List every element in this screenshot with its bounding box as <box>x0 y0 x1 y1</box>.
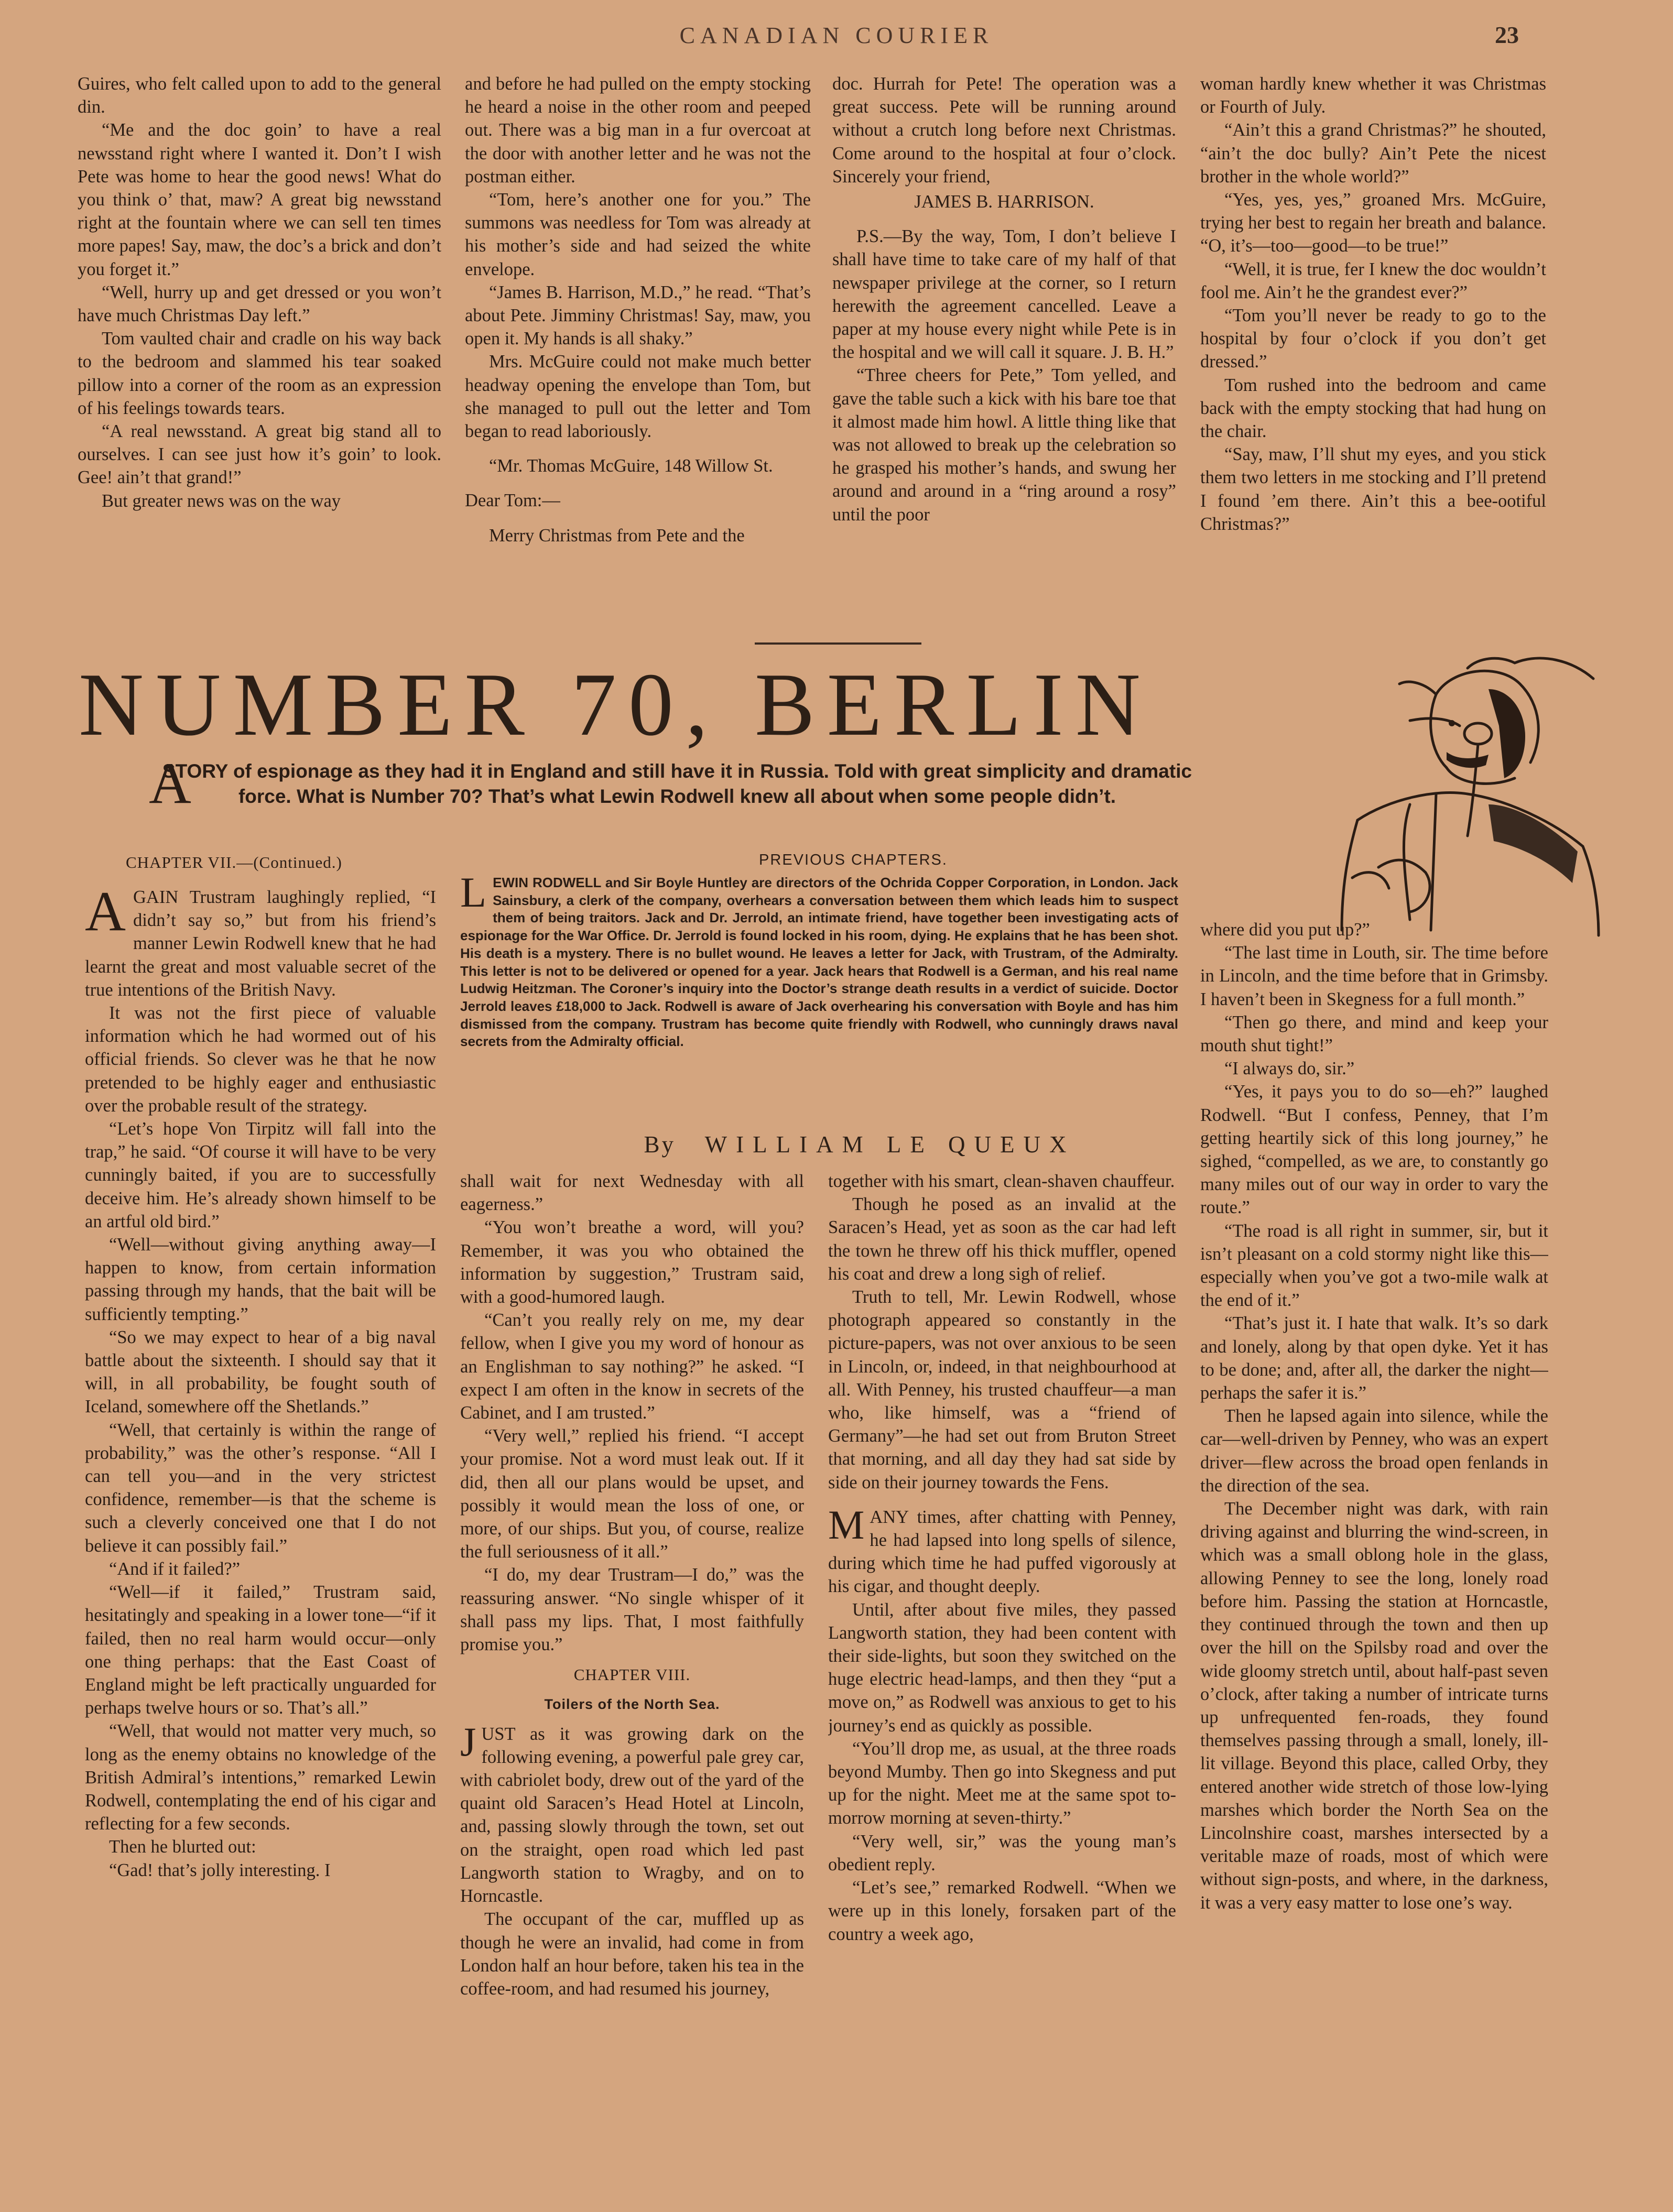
dropcap: M <box>828 1501 865 1548</box>
paragraph: But greater news was on the way <box>102 491 341 511</box>
paragraph: “So we may expect to hear of a big naval battle about the sixteenth. I should say that it will, in all probability, be fought south of Iceland, somewhere off the Shetlands.” <box>85 1327 436 1417</box>
paragraph: “Well—if it failed,” Trustram said, hesitatingly and speaking in a lower tone—“if it failed, then no real harm would occur—only one thing perhaps: that the East Coast of England might be left practically unguarded for perhaps twelve hours or so. That’s all.” <box>85 1582 436 1718</box>
paragraph: “Well, that would not matter very much, so long as the enemy obtains no knowledge of the British Admiral’s intentions,” remarked Lewin Rodwell, contemplating the end of his cigar and reflecting for a few seconds. <box>85 1721 436 1834</box>
paragraph: “Yes, it pays you to do so—eh?” laughed Rodwell. “But I confess, Penney, that I’m getting heartily sick of this long journey,” he sighed, “compelled, as we are, to constantly go many miles out of our way in order to vary the route.” <box>1200 1082 1548 1218</box>
paragraph: “Tom, here’s another one for you.” The summons was needless for Tom was already at his mother’s side and had seized the white envelope. <box>465 190 811 279</box>
standfirst-text: STORY of espionage as they had it in England and still have it in Russia. Told with great simplicity and dramatic force. What is Number 70? That’s what Lewin Rodwell knew all about when some people didn’t. <box>162 760 1192 807</box>
paragraph: “I always do, sir.” <box>1224 1059 1355 1079</box>
paragraph: “Well, hurry up and get dressed or you won’t have much Christmas Day left.” <box>78 282 441 326</box>
synopsis-text: EWIN RODWELL and Sir Boyle Huntley are directors of the Ochrida Copper Corporation, in London. Jack Sainsbury, a clerk of the company, overhears a conversation between them which leads him to suspect them of being traitors. Jack and Dr. Jerrold, an intimate friend, have together been investigating acts of espionage for the War Office. Dr. Jerrold is found locked in his room, dying. He explains that he has been shot. His death is a mystery. There is no bullet wound. He leaves a letter for Jack, with Trustram, of the Admiralty. This letter is not to be delivered or opened for a year. Jack hears that Rodwell is a German, and his real name Ludwig Heitzman. The Coroner’s inquiry into the Doctor’s strange death results in a verdict of suicide. Doctor Jerrold leaves £18,000 to Jack. Rodwell is aware of Jack overhearing his conversation with Boyle and has him dismissed from the company. Trustram has become quite friendly with Rodwell, who cunningly draws naval secrets from the Admiralty official. <box>460 875 1178 1050</box>
paragraph: Guires, who felt called upon to add to the general din. <box>78 74 441 117</box>
paragraph: It was not the first piece of valuable information which he had wormed out of his official friends. So clever was he that he now pretended to be highly eager and enthusiastic over the probable result of the strategy. <box>85 1003 436 1116</box>
paragraph: where did you put up?” <box>1200 920 1370 940</box>
paragraph: “Very well, sir,” was the young man’s obedient reply. <box>828 1831 1176 1875</box>
paragraph: “Yes, yes, yes,” groaned Mrs. McGuire, trying her best to regain her breath and balance. “O, it’s—too—good—to be true!” <box>1200 190 1546 256</box>
paragraph: “Me and the doc goin’ to have a real newsstand right where I wanted it. Don’t I wish Pete was home to hear the good news! What do you think o’ that, maw? A great big newsstand right at the fountain where we can sell ten times more papes! Say, maw, the doc’s a brick and don’t you forget it.” <box>78 120 441 279</box>
paragraph: “Well—without giving anything away—I happen to know, from certain information passing through my hands, that the bait will be sufficiently tempting.” <box>85 1235 436 1324</box>
paragraph: The occupant of the car, muffled up as though he were an invalid, had come in from London half an hour before, taken his tea in the coffee-room, and had resumed his journey, <box>460 1909 804 1999</box>
letter-salutation: Dear Tom:— <box>465 491 560 511</box>
letter-address: “Mr. Thomas McGuire, 148 Willow St. <box>489 456 773 476</box>
paragraph: “You won’t breathe a word, will you? Remember, it was you who obtained the information by suggestion,” Trustram said, with a good-humored laugh. <box>460 1217 804 1307</box>
section-divider <box>755 642 921 645</box>
paragraph: Truth to tell, Mr. Lewin Rodwell, whose photograph appeared so constantly in the picture-papers, was not over anxious to be seen in Lincoln, or, indeed, in that neighbourhood at all. With Penney, his trusted chauffeur—a man who, like himself, was a “friend of Germany”—he had set out from Bruton Street that morning, and all day they had sat side by side on their journey towards the Fens. <box>828 1287 1176 1492</box>
paragraph: “Can’t you really rely on me, my dear fellow, when I give you my word of honour as an Englishman to say nothing?” he asked. “I expect I am often in the know in secrets of the Cabinet, and I am trusted.” <box>460 1310 804 1423</box>
paragraph: “Let’s see,” remarked Rodwell. “When we were up in this lonely, forsaken part of the country a week ago, <box>828 1878 1176 1944</box>
standfirst <box>149 751 1196 816</box>
paragraph: “A real newsstand. A great big stand all to ourselves. I can see just how it’s goin’ to look. Gee! ain’t that grand!” <box>78 421 441 488</box>
paragraph: Until, after about five miles, they passed Langworth station, they had been content with their side-lights, but soon they switched on the huge electric head-lamps, and then they “put a move on,” as Rodwell was anxious to get to his journey’s end as quickly as possible. <box>828 1599 1176 1736</box>
letter-signature: JAMES B. HARRISON. <box>914 192 1094 212</box>
top-column-2 <box>465 72 811 628</box>
previous-chapters-synopsis <box>460 868 1178 1051</box>
paragraph: “Well, it is true, fer I knew the doc wouldn’t fool me. Ain’t he the grandest ever?” <box>1200 259 1546 302</box>
dropcap: A <box>85 886 126 943</box>
paragraph: Merry Christmas from Pete and the <box>489 525 745 546</box>
paragraph: “Tom you’ll never be ready to go to the hospital by four o’clock if you don’t get dressed.” <box>1200 306 1546 372</box>
paragraph: Mrs. McGuire could not make much better headway opening the envelope than Tom, but she managed to pull out the letter and Tom began to read laboriously. <box>465 352 811 442</box>
paragraph: “You’ll drop me, as usual, at the three roads beyond Mumby. Then go into Skegness and put up for the night. Meet me at the same spot to-morrow morning at seven-thirty.” <box>828 1738 1176 1828</box>
paragraph: “Say, maw, I’ll shut my eyes, and you stick them two letters in me stocking and I’ll pretend I found ’em there. Ain’t this a bee-ootiful Christmas?” <box>1200 444 1546 534</box>
byline-by: By <box>644 1131 676 1158</box>
paragraph: Tom rushed into the bedroom and came back with the empty stocking that had hung on the chair. <box>1200 375 1546 442</box>
paragraph: Though he posed as an invalid at the Saracen’s Head, yet as soon as the car had left the town he threw off his thick muffler, opened his coat and drew a long sigh of relief. <box>828 1194 1176 1284</box>
paragraph: Then he lapsed again into silence, while the car—well-driven by Penney, who was an expert driver—flew across the broad open fenlands in the direction of the sea. <box>1200 1406 1548 1496</box>
paragraph: P.S.—By the way, Tom, I don’t believe I shall have time to take care of my half of that newspaper privilege at the corner, so I return herewith the agreement cancelled. Leave a paper at my house every night while Pete is in the hospital and we will call it square. J. B. H.” <box>832 226 1176 363</box>
running-head: CANADIAN COURIER <box>679 23 994 48</box>
paragraph: and before he had pulled on the empty stocking he heard a noise in the other room and peeped out. There was a big man in a fur overcoat at the door with another letter and he was not the postman either. <box>465 74 811 187</box>
story-column-3 <box>828 1170 1176 2186</box>
byline <box>545 1131 1174 1158</box>
paragraph: MANY times, after chatting with Penney, he had lapsed into long spells of silence, during which time he had puffed vigorously at his cigar, and thought deeply. <box>828 1501 1176 1597</box>
paragraph: doc. Hurrah for Pete! The operation was a great success. Pete will be running around without a crutch long before next Christmas. Come around to the hospital at four o’clock. Sincerely your friend, <box>832 74 1176 187</box>
paragraph: “I do, my dear Trustram—I do,” was the reassuring answer. “No single whisper of it shall pass my lips. That, I most faithfully promise you.” <box>460 1565 804 1655</box>
paragraph: “James B. Harrison, M.D.,” he read. “That’s about Pete. Jimminy Christmas! Say, maw, you open it. My hands is all shaky.” <box>465 282 811 349</box>
story-column-2 <box>460 1170 804 2186</box>
synopsis-dropcap: L <box>460 868 487 916</box>
paragraph: “The road is all right in summer, sir, but it isn’t pleasant on a cold stormy night like this—especially when you’ve got a two-mile walk at the end of it.” <box>1200 1221 1548 1311</box>
paragraph: JUST as it was growing dark on the following evening, a powerful pale grey car, with cabriolet body, drew out of the yard of the quaint old Saracen’s Head Hotel at Lincoln, and, passing slowly through the town, set out on the straight, open road which led past Langworth station to Wragby, and on to Horncastle. <box>460 1718 804 1906</box>
paragraph: “Let’s hope Von Tirpitz will fall into the trap,” he said. “Of course it will have to be very cunningly baited, if you are to successfully deceive him. He’s already shown himself to be an artful old bird.” <box>85 1119 436 1232</box>
paragraph: The December night was dark, with rain driving against and blurring the wind-screen, in which was a small oblong hole in the glass, allowing Penney to see the long, lonely road before him. Passing the station at Horncastle, they continued through the town and then up over the hill on the Spilsby road and over the wide gloomy stretch until, about half-past seven o’clock, after taking a number of intricate turns up unfrequented fen-roads, they found themselves passing through a small, lonely, ill-lit village. Beyond this place, called Orby, they entered another wide stretch of those low-lying marshes which border the North Sea on the Lincolnshire coast, marshes intersected by a veritable maze of roads, most of which were without sign-posts, and where, in the darkness, it was a very easy matter to lose one’s way. <box>1200 1499 1548 1913</box>
paragraph: “Gad! that’s jolly interesting. I <box>109 1860 331 1880</box>
paragraph: shall wait for next Wednesday with all eagerness.” <box>460 1171 804 1215</box>
paragraph: together with his smart, clean-shaven chauffeur. <box>828 1171 1175 1191</box>
paragraph: Then he blurted out: <box>109 1837 256 1857</box>
paragraph: “And if it failed?” <box>109 1559 241 1579</box>
paragraph: “That’s just it. I hate that walk. It’s so dark and lonely, along by that open dyke. Yet it has to be done; and, after all, the darker the night—perhaps the safer it is.” <box>1200 1313 1548 1403</box>
paragraph: “Then go there, and mind and keep your mouth shut tight!” <box>1200 1012 1548 1056</box>
paragraph: woman hardly knew whether it was Christmas or Fourth of July. <box>1200 74 1546 117</box>
paragraph: Tom vaulted chair and cradle on his way back to the bedroom and slammed his tear soaked pillow into a corner of the room as an expression of his feelings towards tears. <box>78 329 441 418</box>
previous-chapters-title: PREVIOUS CHAPTERS. <box>759 852 948 868</box>
story-column-1 <box>85 886 436 2180</box>
page-number: 23 <box>1495 21 1519 48</box>
paragraph: “Well, that certainly is within the range of probability,” was the other’s response. “All I can tell you—and in the very strictest confidence, remember—is that the scheme is such a cleverly conceived one that I do not believe it can possibly fail.” <box>85 1420 436 1556</box>
chapter-viii-heading: CHAPTER VIII. <box>573 1665 691 1684</box>
paragraph: “The last time in Louth, sir. The time before in Lincoln, and the time before that in Grimsby. I haven’t been in Skegness for a full month.” <box>1200 943 1548 1009</box>
story-title: NUMBER 70, BERLIN <box>79 655 1153 755</box>
top-column-4 <box>1200 72 1546 628</box>
dropcap: J <box>460 1718 476 1764</box>
top-column-3 <box>832 72 1176 628</box>
paragraph: “Three cheers for Pete,” Tom yelled, and gave the table such a kick with his bare toe that it almost made him howl. A little thing like that was not allowed to break up the celebration so he grasped his mother’s hands, and swung her around and around in a “ring around a rosy” until the poor <box>832 365 1176 525</box>
chapter-vii-heading: CHAPTER VII.—(Continued.) <box>126 853 342 871</box>
man-with-monocle-illustration <box>1279 647 1614 941</box>
chapter-viii-subtitle: Toilers of the North Sea. <box>544 1696 720 1713</box>
standfirst-dropcap: A <box>149 751 191 816</box>
top-column-1 <box>78 72 441 628</box>
byline-author: WILLIAM LE QUEUX <box>704 1131 1076 1158</box>
paragraph: “Ain’t this a grand Christmas?” he shouted, “ain’t the doc bully? Ain’t Pete the nicest brother in the whole world?” <box>1200 120 1546 187</box>
paragraph: AGAIN Trustram laughingly replied, “I didn’t say so,” but from his friend’s manner Lewin Rodwell knew that he had learnt the great and most valuable secret of the true intentions of the British Navy. <box>85 886 436 1000</box>
paragraph: “Very well,” replied his friend. “I accept your promise. Not a word must leak out. If it did, then all our plans would be upset, and possibly it would mean the loss of one, or more, of our ships. But you, of course, realize the full seriousness of it all.” <box>460 1426 804 1562</box>
story-column-4 <box>1200 918 1548 2186</box>
